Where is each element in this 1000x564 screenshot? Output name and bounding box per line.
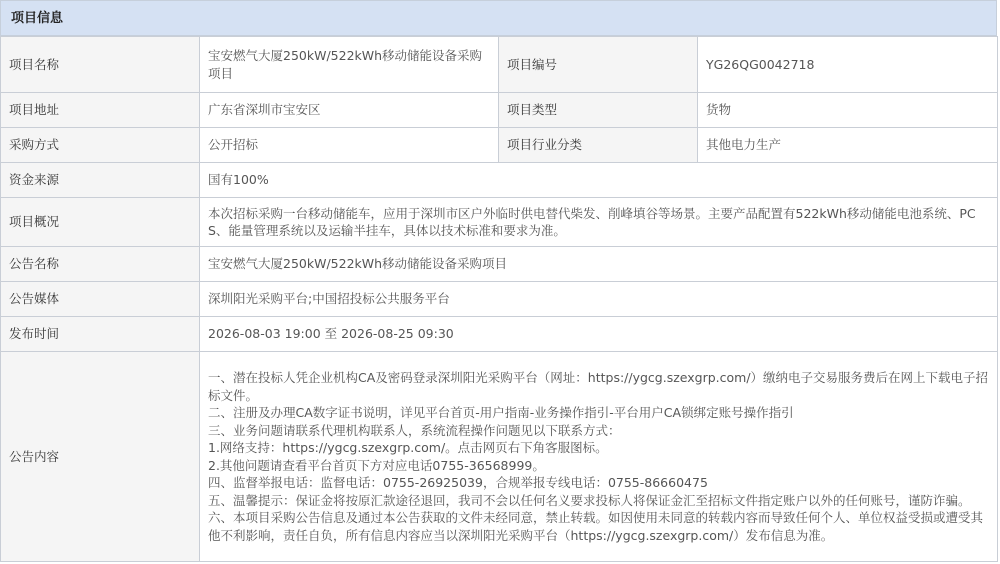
notice-line: 1.网络支持：https://ygcg.szexgrp.com/。点击网页右下角客服图标。	[208, 440, 608, 455]
table-row	[1, 128, 998, 163]
project-code-value: YG26QG0042718	[698, 37, 998, 93]
notice-line: 四、监督举报电话：监督电话：0755-26925039，合规举报专线电话：0755-86660475	[208, 475, 708, 490]
notice-content-label: 公告内容	[1, 352, 200, 562]
table-row	[1, 37, 998, 93]
section-header	[0, 0, 997, 36]
project-name-label: 项目名称	[1, 37, 200, 93]
section-title: 项目信息	[11, 11, 64, 26]
table-row	[1, 198, 998, 247]
notice-line: 三、业务问题请联系代理机构联系人，系统流程操作问题见以下联系方式：	[208, 422, 621, 438]
project-address-label: 项目地址	[1, 93, 200, 128]
table-row	[1, 163, 998, 198]
industry-label: 项目行业分类	[499, 128, 698, 163]
fund-source-label: 资金来源	[1, 163, 200, 198]
notice-line: 五、温馨提示：保证金将按原汇款途径退回，我司不会以任何名义要求投标人将保证金汇至招标文件指定账户以外的任何账号，谨防诈骗。	[208, 492, 971, 508]
project-address-value: 广东省深圳市宝安区	[200, 93, 499, 128]
notice-content-value	[200, 352, 998, 562]
notice-line: 一、潜在投标人凭企业机构CA及密码登录深圳阳光采购平台（网址：https://ygcg.szexgrp.com/）缴纳电子交易服务费后在网上下载电子招标文件。	[208, 370, 989, 403]
fund-source-value: 国有100%	[200, 163, 998, 198]
publish-time-value: 2026-08-03 19:00 至 2026-08-25 09:30	[200, 317, 998, 352]
procurement-method-label: 采购方式	[1, 128, 200, 163]
industry-value: 其他电力生产	[698, 128, 998, 163]
notice-line: 2.其他问题请查看平台首页下方对应电话0755-36568999。	[208, 457, 545, 473]
notice-media-value: 深圳阳光采购平台;中国招投标公共服务平台	[200, 282, 998, 317]
notice-line: 二、注册及办理CA数字证书说明，详见平台首页-用户指南-业务操作指引-平台用户CA锁绑定账号操作指引	[208, 405, 794, 420]
procurement-method-value: 公开招标	[200, 128, 499, 163]
table-row	[1, 352, 998, 562]
project-type-label: 项目类型	[499, 93, 698, 128]
publish-time-label: 发布时间	[1, 317, 200, 352]
table-row	[1, 282, 998, 317]
project-code-label: 项目编号	[499, 37, 698, 93]
table-row	[1, 247, 998, 282]
notice-line: 六、本项目采购公告信息及通过本公告获取的文件未经同意，禁止转载。如因使用未同意的转载内容而导致任何个人、单位权益受损或遭受其他不利影响，责任自负，所有信息内容应当以深圳阳光采购平台（https://ygcg.szexgrp.com/）发布信息为准。	[208, 510, 984, 543]
overview-label: 项目概况	[1, 198, 200, 247]
notice-name-label: 公告名称	[1, 247, 200, 282]
table-row	[1, 317, 998, 352]
project-type-value: 货物	[698, 93, 998, 128]
notice-media-label: 公告媒体	[1, 282, 200, 317]
notice-name-value: 宝安燃气大厦250kW/522kWh移动储能设备采购项目	[200, 247, 998, 282]
overview-value: 本次招标采购一台移动储能车，应用于深圳市区户外临时供电替代柴发、削峰填谷等场景。主要产品配置有522kWh移动储能电池系统、PCS、能量管理系统以及运输半挂车，具体以技术标准和要求为准。	[200, 198, 998, 247]
project-info-table	[0, 36, 998, 562]
table-row	[1, 93, 998, 128]
project-name-value: 宝安燃气大厦250kW/522kWh移动储能设备采购项目	[200, 37, 499, 93]
